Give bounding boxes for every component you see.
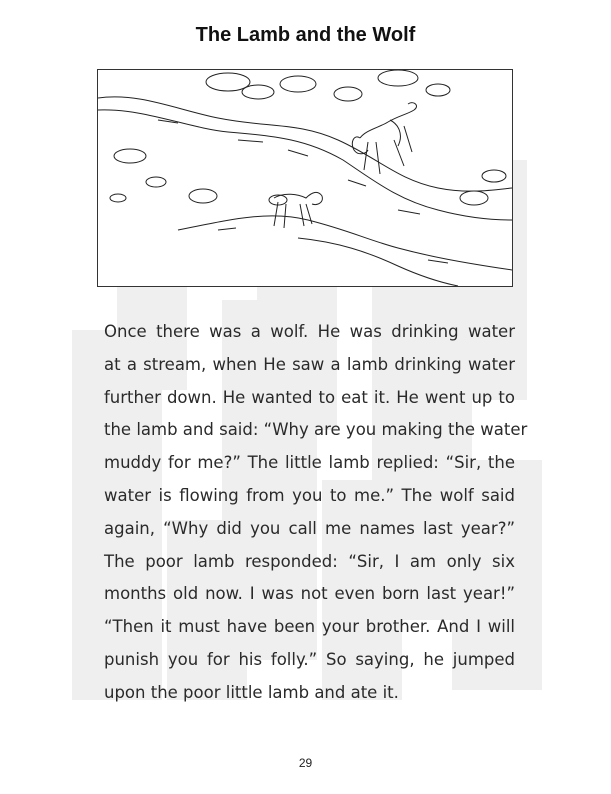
story-line: at a stream, when He saw a lamb drinking water — [104, 354, 515, 374]
story-line: “Then it must have been your brother. And I will — [104, 617, 515, 637]
story-illustration — [97, 69, 513, 287]
story-line: water is flowing from you to me.” The wolf said — [104, 485, 515, 505]
page-title: The Lamb and the Wolf — [195, 24, 416, 46]
story-line: Once there was a wolf. He was drinking water — [104, 322, 515, 341]
story-line: muddy for me?” The little lamb replied: “Sir, the — [104, 453, 515, 473]
story-line: the lamb and said: “Why are you making the water — [104, 420, 528, 440]
story-line: punish you for his folly.” So saying, he jumped — [104, 649, 515, 669]
story-line: further down. He wanted to eat it. He went up to — [104, 387, 515, 407]
page-number: 29 — [298, 756, 313, 770]
story-line: The poor lamb responded: “Sir, I am only six — [104, 551, 515, 571]
story-line: again, “Why did you call me names last year?” — [104, 518, 515, 538]
story-line: months old now. I was not even born last year!” — [104, 584, 515, 604]
story-line: upon the poor little lamb and ate it. — [104, 682, 399, 702]
story-text — [104, 316, 528, 710]
